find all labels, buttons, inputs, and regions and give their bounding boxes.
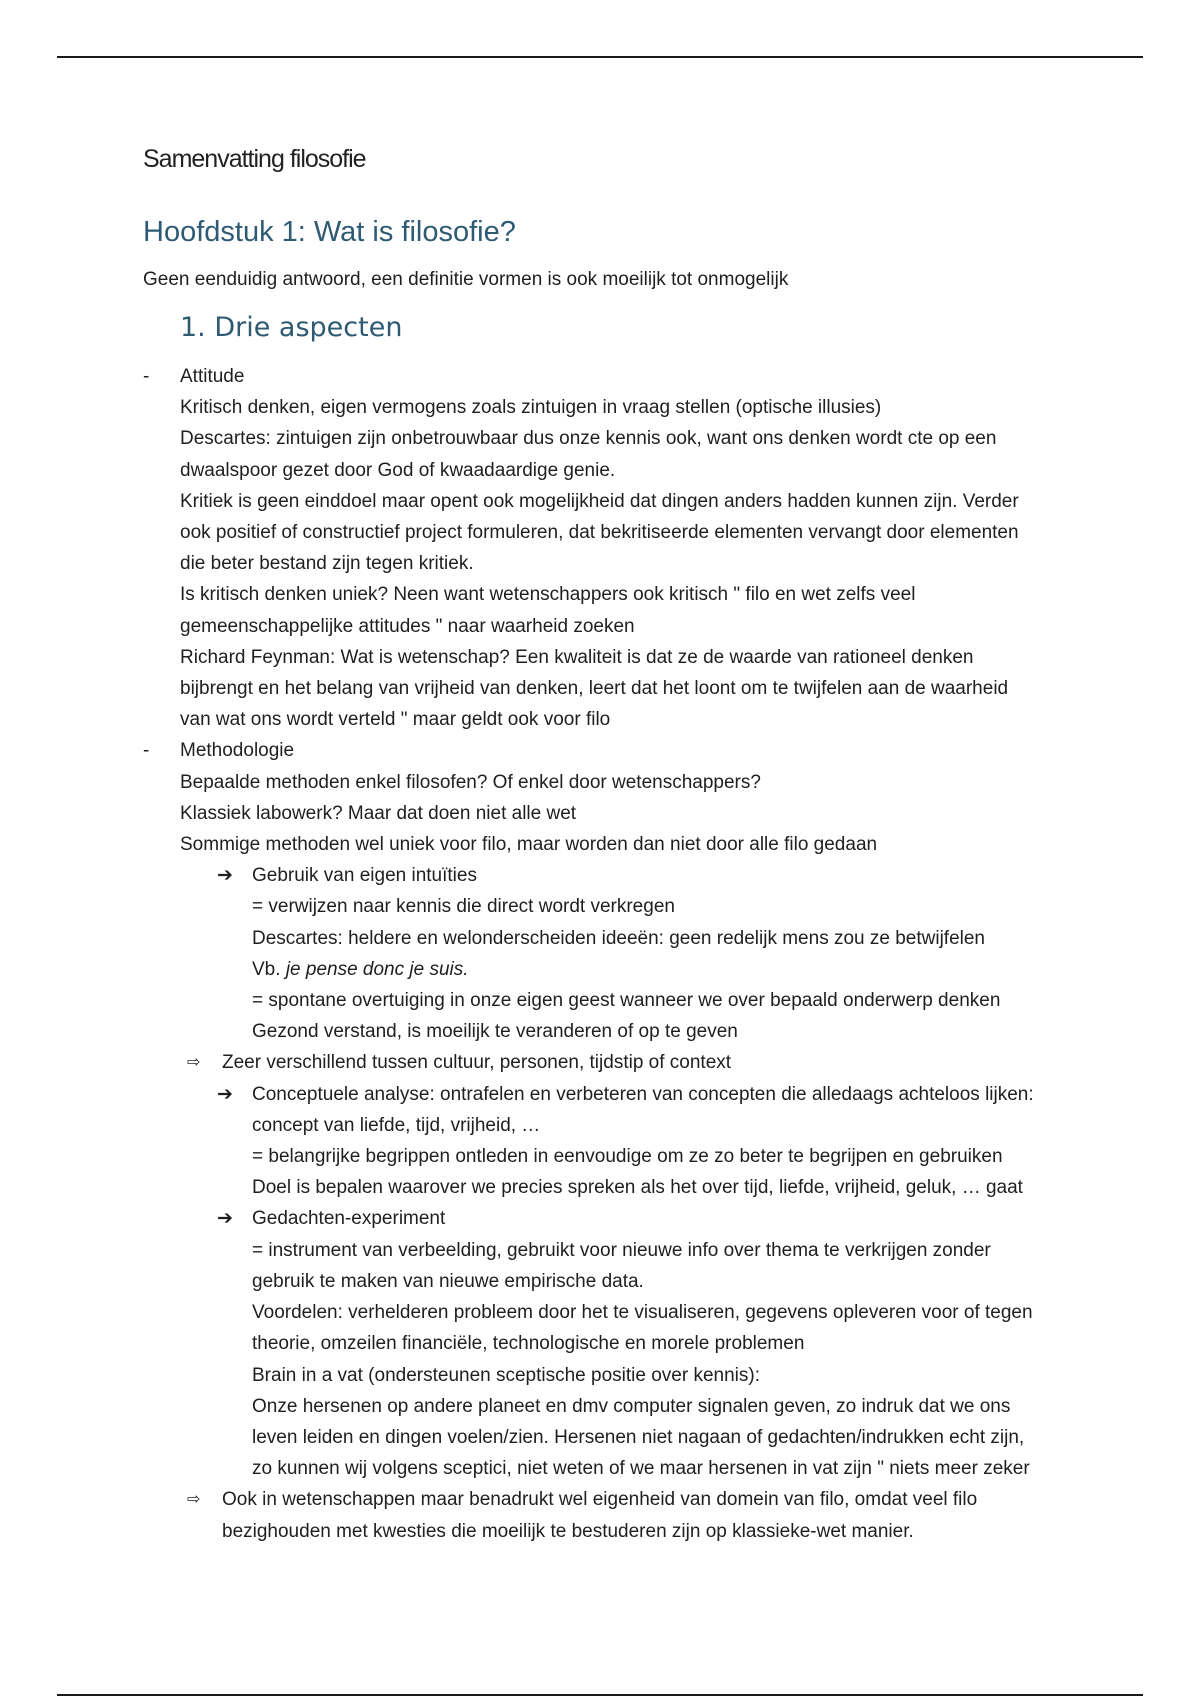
intro-text: Geen eenduidig antwoord, een definitie vormen is ook moeilijk tot onmogelijk [143, 269, 789, 290]
text-line: Sommige methoden wel uniek voor filo, maar worden dan niet door alle filo gedaan [180, 834, 878, 856]
text-line: Brain in a vat (ondersteunen sceptische positie over kennis): [252, 1364, 760, 1386]
text-line: concept van liefde, tijd, vrijheid, … [252, 1114, 541, 1136]
list-item-intuities [0, 860, 1200, 891]
example-line [0, 954, 1200, 985]
text-line: Klassiek labowerk? Maar dat doen niet alle wet [180, 802, 577, 824]
text-line: = verwijzen naar kennis die direct wordt verkregen [252, 896, 675, 918]
footer-rule [57, 1694, 1143, 1696]
list-item-slot [0, 1484, 1200, 1515]
text-line: die beter bestand zijn tegen kritiek. [180, 553, 474, 575]
arrow-bullet-icon: ➔ [217, 865, 233, 887]
text-line: theorie, omzeilen financiële, technologische en morele problemen [252, 1333, 805, 1355]
dash-bullet: - [143, 740, 150, 762]
example-prefix: Vb. [252, 958, 286, 980]
arrow-bullet-icon: ➔ [217, 1208, 233, 1230]
text-line: Voordelen: verhelderen probleem door het te visualiseren, gegevens opleveren voor of tegen [252, 1302, 1033, 1324]
text-line: dwaalspoor gezet door God of kwaadaardige genie. [180, 459, 616, 481]
text-line: = instrument van verbeelding, gebruikt voor nieuwe info over thema te verkrijgen zonder [252, 1239, 991, 1261]
text-line: zo kunnen wij volgens sceptici, niet weten of we maar hersenen in vat zijn " niets meer zeker [252, 1458, 1030, 1480]
document-title: Samenvatting filosofie [143, 145, 366, 173]
hollow-arrow-icon: ⇨ [187, 1054, 201, 1072]
bullet-label: Zeer verschillend tussen cultuur, personen, tijdstip of context [222, 1052, 732, 1074]
arrow-bullet-icon: ➔ [217, 1083, 233, 1105]
list-item-attitude [0, 361, 1200, 392]
bullet-label: Methodologie [180, 740, 295, 762]
hollow-arrow-icon: ⇨ [187, 1491, 201, 1509]
text-line: gebruik te maken van nieuwe empirische data. [252, 1270, 644, 1292]
text-line: Doel is bepalen waarover we precies spreken als het over tijd, liefde, vrijheid, geluk, … gaat [252, 1177, 1023, 1199]
bullet-label: Ook in wetenschappen maar benadrukt wel eigenheid van domein van filo, omdat veel filo [222, 1489, 978, 1511]
text-line: = belangrijke begrippen ontleden in eenvoudige om ze zo beter te begrijpen en gebruiken [252, 1146, 1003, 1168]
text-line: = spontane overtuiging in onze eigen geest wanneer we over bepaald onderwerp denken [252, 990, 1001, 1012]
text-line: Richard Feynman: Wat is wetenschap? Een kwaliteit is dat ze de waarde van rationeel denken [180, 646, 974, 668]
bullet-label: Conceptuele analyse: ontrafelen en verbeteren van concepten die alledaags achteloos lijken: [252, 1083, 1034, 1105]
text-line: Onze hersenen op andere planeet en dmv computer signalen geven, zo indruk dat we ons [252, 1395, 1011, 1417]
text-line: Descartes: heldere en welonderscheiden ideeën: geen redelijk mens zou ze betwijfelen [252, 927, 986, 949]
bullet-label: Attitude [180, 366, 245, 387]
list-item-gedachten-experiment [0, 1203, 1200, 1234]
text-line: gemeenschappelijke attitudes " naar waarheid zoeken [180, 615, 635, 637]
text-line: van wat ons wordt verteld " maar geldt ook voor filo [180, 709, 611, 731]
dash-bullet: - [143, 366, 150, 387]
header-rule [57, 56, 1143, 58]
list-item-conceptuele-analyse [0, 1079, 1200, 1110]
text-line: Is kritisch denken uniek? Neen want wetenschappers ook kritisch " filo en wet zelfs veel [180, 584, 916, 606]
text-line: Bepaalde methoden enkel filosofen? Of enkel door wetenschappers? [180, 771, 761, 793]
text-line: Descartes: zintuigen zijn onbetrouwbaar dus onze kennis ook, want ons denken wordt cte op een [180, 428, 997, 450]
bullet-label: Gebruik van eigen intuïties [252, 865, 477, 887]
text-line: bezighouden met kwesties die moeilijk te bestuderen zijn op klassieke-wet manier. [222, 1520, 914, 1542]
chapter-heading: Hoofdstuk 1: Wat is filosofie? [143, 216, 516, 248]
text-line: bijbrengt en het belang van vrijheid van denken, leert dat het loont om te twijfelen aan de waarheid [180, 678, 1009, 700]
text-line: Kritisch denken, eigen vermogens zoals zintuigen in vraag stellen (optische illusies) [180, 397, 882, 419]
text-line: ook positief of constructief project formuleren, dat bekritiseerde elementen vervangt door elementen [180, 522, 1019, 544]
document-body [0, 361, 1200, 1547]
bullet-label: Gedachten-experiment [252, 1208, 446, 1230]
list-item-verschil [0, 1047, 1200, 1078]
text-line: Gezond verstand, is moeilijk te veranderen of op te geven [252, 1021, 738, 1043]
example-quote: je pense donc je suis. [285, 958, 469, 980]
list-item-methodologie [0, 735, 1200, 766]
text-line: Kritiek is geen einddoel maar opent ook mogelijkheid dat dingen anders hadden kunnen zijn. Verder [180, 490, 1019, 512]
section-heading: 1. Drie aspecten [180, 312, 403, 343]
text-line: leven leiden en dingen voelen/zien. Hersenen niet nagaan of gedachten/indrukken echt zijn, [252, 1426, 1025, 1448]
